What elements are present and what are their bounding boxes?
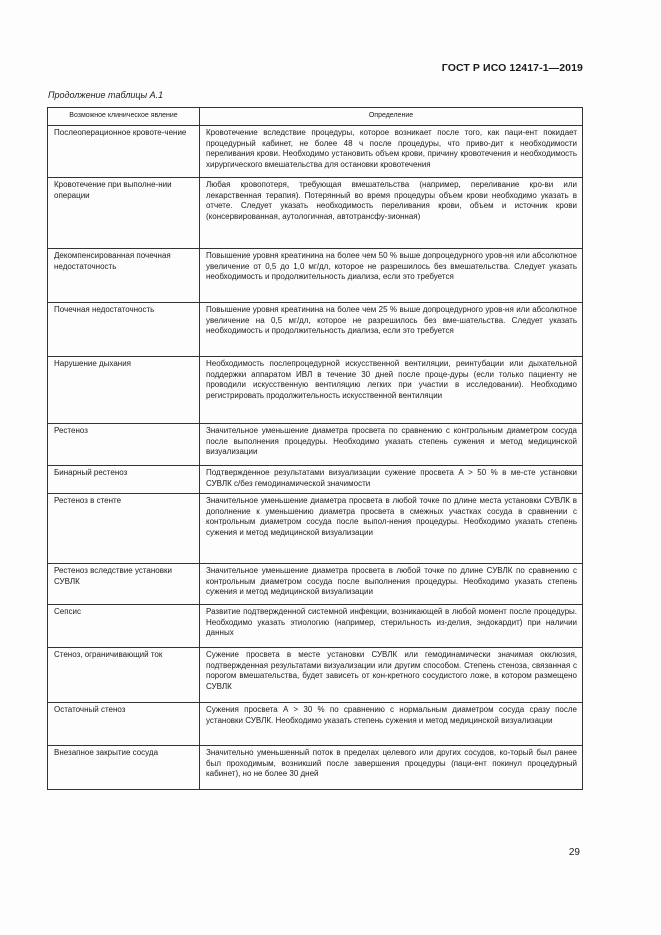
event-definition: Значительное уменьшение диаметра просвета по сравнению с контрольным диаметром сосуда после выполнения процедуры. Необходимо указать степень сужения и метод медицинской визуализации <box>200 424 583 466</box>
clinical-events-table <box>47 107 583 790</box>
event-definition: Значительно уменьшенный поток в пределах целевого или других сосудов, ко-торый был ранее был проходимым, возникший после завершения процедуры (паци-ент покинул процедурный кабинет), но не более 30 дней <box>200 746 583 790</box>
event-term: Декомпенсированная почечная недостаточность <box>48 249 200 303</box>
table-row <box>48 648 583 703</box>
page-number: 29 <box>568 847 580 858</box>
table-row <box>48 424 583 466</box>
event-term: Почечная недостаточность <box>48 303 200 357</box>
table-row <box>48 178 583 249</box>
event-definition: Подтвержденное результатами визуализации сужение просвета А > 50 % в ме-сте установки СУВЛК с/без гемодинамической значимости <box>200 466 583 494</box>
event-term: Рестеноз в стенте <box>48 494 200 564</box>
event-term: Бинарный рестеноз <box>48 466 200 494</box>
event-definition: Сужения просвета А > 30 % по сравнению с нормальным диаметром сосуда сразу после установки СУВЛК. Необходимо указать степень сужения и метод медицинской визуализации <box>200 703 583 746</box>
event-term: Кровотечение при выполне-нии операции <box>48 178 200 249</box>
event-definition: Значительное уменьшение диаметра просвета в любой точке по длине СУВЛК по сравнению с контрольным диаметром сосуда после выполнения процедуры. Необходимо указать степень сужения и метод медицинской визуализации <box>200 564 583 605</box>
event-term: Стеноз, ограничивающий ток <box>48 648 200 703</box>
column-header-event: Возможное клиническое явление <box>48 108 200 126</box>
table-row <box>48 564 583 605</box>
table-row <box>48 746 583 790</box>
event-definition: Необходимость послепроцедурной искусственной вентиляции, реинтубации или дыхательной поддержки аппаратом ИВЛ в течение 30 дней после проце-дуры (если только пациенту не проводили искусственную вентиляцию легких при участии в исследовании). Необходимо регистрировать продолжительность искусственной вентиляции <box>200 357 583 424</box>
event-definition: Повышение уровня креатинина на более чем 25 % выше допроцедурного уров-ня или абсолютное увеличение на 0,5 мг/дл, которое не разрешилось без вме-шательства. Следует указать необходимость и продолжительность диализа, если это требуется <box>200 303 583 357</box>
table-row <box>48 703 583 746</box>
document-standard-header: ГОСТ Р ИСО 12417-1—2019 <box>441 62 583 74</box>
table-row <box>48 357 583 424</box>
event-term: Рестеноз <box>48 424 200 466</box>
event-term: Нарушение дыхания <box>48 357 200 424</box>
event-definition: Сужение просвета в месте установки СУВЛК или гемодинамически значимая окклюзия, подтвержденная результатами визуализации или другим способом. Степень стеноза, связанная с порогом вмешательства, будет зависеть от кон-кретного сосудистого ложе, в котором размещено СУВЛК <box>200 648 583 703</box>
table-row <box>48 126 583 178</box>
event-definition: Кровотечение вследствие процедуры, которое возникает после того, как паци-ент покидает процедурный кабинет, не более 48 ч после процедуры, что приво-дит к необходимости переливания крови. Необходимо установить объем крови, причину кровотечения и необходимость хирургического вмешательства для остановки кровотечения <box>200 126 583 178</box>
event-definition: Значительное уменьшение диаметра просвета в любой точке по длине места установки СУВЛК в дополнение к уменьшению диаметра просвета в смежных участках сосуда в сравнении с контрольным диаметром сосуда после выпол-нения процедуры. Необходимо указать степень сужения и метод медицинской визуализации <box>200 494 583 564</box>
column-header-definition: Определение <box>200 108 583 126</box>
table-row <box>48 466 583 494</box>
event-term: Послеоперационное кровоте-чение <box>48 126 200 178</box>
event-definition: Развитие подтвержденной системной инфекции, возникающей в любой момент после процедуры. Необходимо указать этиологию (например, стерильность из-делия, эндокардит) при наличии данных <box>200 605 583 648</box>
event-term: Остаточный стеноз <box>48 703 200 746</box>
table-row <box>48 605 583 648</box>
table-row <box>48 249 583 303</box>
event-term: Рестеноз вследствие установки СУВЛК <box>48 564 200 605</box>
table-header-row <box>48 108 583 126</box>
event-term: Сепсис <box>48 605 200 648</box>
event-term: Внезапное закрытие сосуда <box>48 746 200 790</box>
event-definition: Повышение уровня креатинина на более чем 50 % выше допроцедурного уров-ня или абсолютное увеличение от 0,5 до 1,0 мг/дл, которое не разрешилось без вмешательства. Следует указать необходимость и продолжительность диализа, если это требуется <box>200 249 583 303</box>
table-caption: Продолжение таблицы А.1 <box>48 90 164 100</box>
table-row <box>48 303 583 357</box>
event-definition: Любая кровопотеря, требующая вмешательства (например, переливание кро-ви или лекарственная терапия). Потерянный во время процедуры объем крови необходимо указать в отчете. Следует указать необходимость переливания крови, объем и источник крови (консервированная, аутологичная, автотрансфу-зионная) <box>200 178 583 249</box>
table-row <box>48 494 583 564</box>
